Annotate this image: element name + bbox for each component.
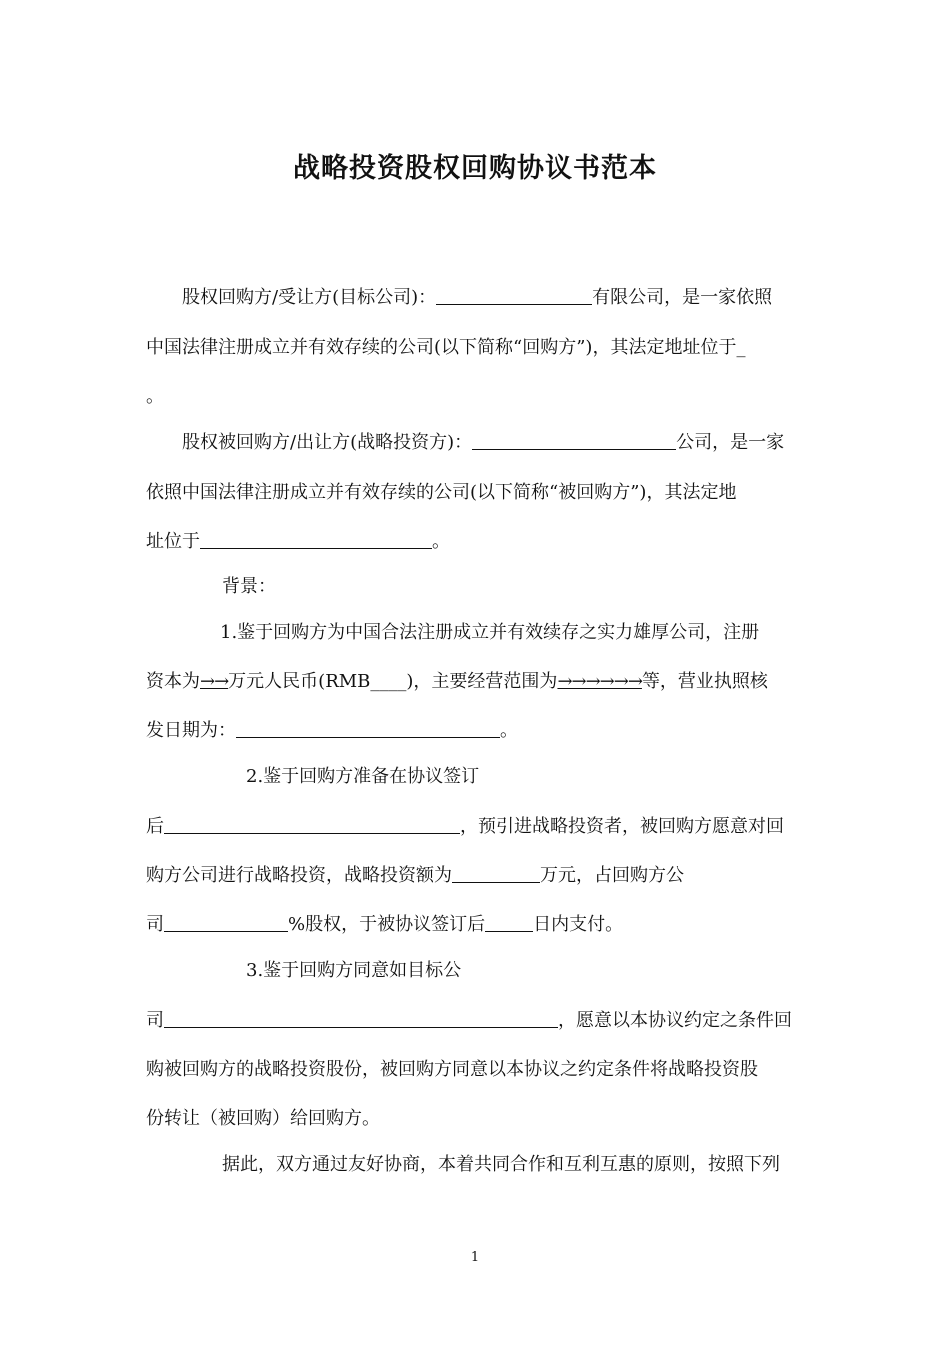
arrow-placeholder: →→→→→→ xyxy=(557,671,642,692)
item1-line2: 资本为→→万元人民币(RMB____)，主要经营范围为→→→→→→等，营业执照核 xyxy=(146,671,768,692)
item2-line2: 后 ，预引进战略投资者，被回购方愿意对回 xyxy=(146,816,784,837)
seller-desc: 公司，是一家 xyxy=(676,432,785,453)
target-company-blank xyxy=(164,1009,558,1028)
item3-line2: 司 ，愿意以本协议约定之条件回 xyxy=(146,1010,792,1031)
para1-line1 xyxy=(146,285,806,311)
item2-line4: 司 %股权，于被协议签订后 日内支付。 xyxy=(146,914,624,935)
signing-blank xyxy=(164,815,460,834)
item1-line3: 发日期为： 。 xyxy=(146,720,518,741)
seller-name-blank xyxy=(472,431,676,450)
para2-line1 xyxy=(146,430,806,456)
para2-line3: 址位于 。 xyxy=(146,531,450,552)
page-number: 1 xyxy=(470,1250,480,1265)
payment-days-blank xyxy=(485,913,533,932)
item3-line4: 份转让（被回购）给回购方。 xyxy=(146,1108,380,1129)
closing-line: 据此，双方通过友好协商，本着共同合作和互利互惠的原则，按照下列 xyxy=(222,1154,780,1175)
document-title: 战略投资股权回购协议书范本 xyxy=(293,153,657,184)
buyer-name-blank xyxy=(436,286,592,305)
equity-percent-blank xyxy=(164,913,288,932)
item3-line3: 购被回购方的战略投资股份，被回购方同意以本协议之约定条件将战略投资股 xyxy=(146,1059,758,1080)
license-date-blank xyxy=(236,719,500,738)
buyer-label: 股权回购方/受让方(目标公司)： xyxy=(182,287,437,308)
para1-line2: 中国法律注册成立并有效存续的公司(以下简称“回购方”)，其法定地址位于_ xyxy=(146,337,746,358)
item1-line1: 1.鉴于回购方为中国合法注册成立并有效续存之实力雄厚公司，注册 xyxy=(220,622,760,643)
seller-label: 股权被回购方/出让方(战略投资方)： xyxy=(182,432,473,453)
item2-line3: 购方公司进行战略投资，战略投资额为 万元，占回购方公 xyxy=(146,865,684,886)
para1-line3: 。 xyxy=(146,386,164,407)
seller-address-blank xyxy=(200,530,432,549)
seller-address-label: 址位于 xyxy=(146,531,200,552)
item3-line1: 3.鉴于回购方同意如目标公 xyxy=(246,960,462,981)
item2-line1: 2.鉴于回购方准备在协议签订 xyxy=(246,766,480,787)
investment-amount-blank xyxy=(452,864,540,883)
buyer-desc: 有限公司，是一家依照 xyxy=(592,287,773,308)
para2-line2: 依照中国法律注册成立并有效存续的公司(以下简称“被回购方”)，其法定地 xyxy=(146,482,737,503)
arrow-placeholder: →→ xyxy=(200,671,229,692)
background-label: 背景： xyxy=(222,576,276,597)
